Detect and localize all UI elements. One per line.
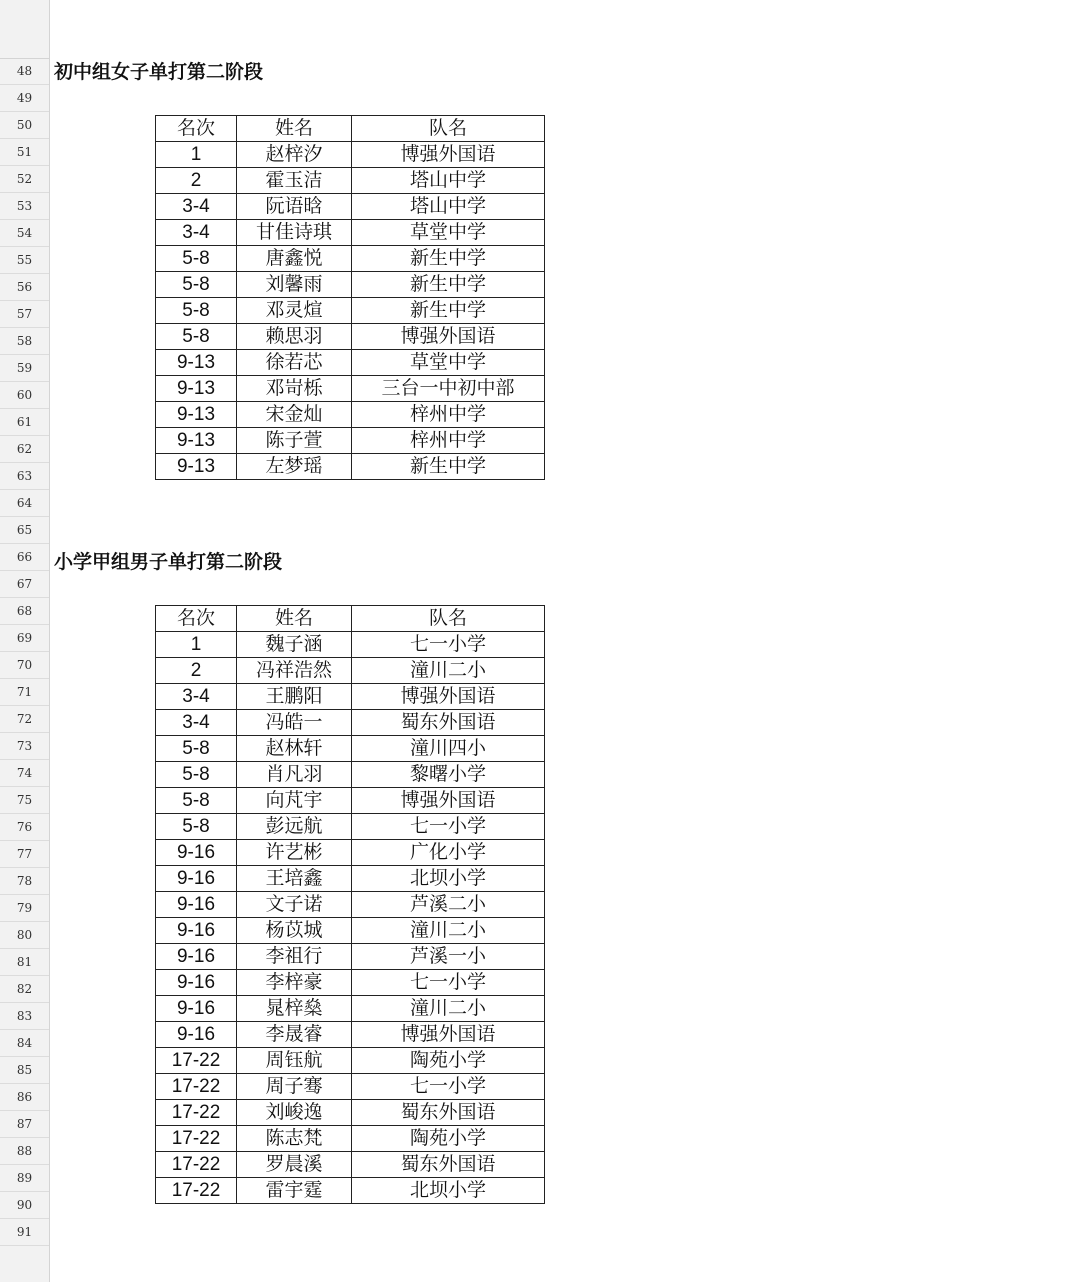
cell-name[interactable]: 刘峻逸 [237,1100,352,1126]
row-number[interactable]: 49 [0,85,49,112]
cell-rank[interactable]: 3-4 [156,684,237,710]
cell-rank[interactable]: 5-8 [156,736,237,762]
cell-name[interactable]: 甘佳诗琪 [237,220,352,246]
cell-team[interactable]: 蜀东外国语 [352,1100,545,1126]
cell-rank[interactable]: 9-13 [156,376,237,402]
cell-team[interactable]: 广化小学 [352,840,545,866]
cell-name[interactable]: 刘馨雨 [237,272,352,298]
table-row [156,168,545,194]
table-row [156,246,545,272]
row-number[interactable]: 90 [0,1192,49,1219]
cell-team[interactable]: 潼川二小 [352,918,545,944]
row-number[interactable]: 73 [0,733,49,760]
row-number[interactable]: 59 [0,355,49,382]
cell-rank[interactable]: 9-13 [156,402,237,428]
table-row [156,1178,545,1204]
cell-rank[interactable]: 9-16 [156,996,237,1022]
cell-rank[interactable]: 17-22 [156,1100,237,1126]
table-row [156,762,545,788]
row-number[interactable]: 60 [0,382,49,409]
table-row [156,1048,545,1074]
row-number[interactable]: 51 [0,139,49,166]
row-number[interactable]: 89 [0,1165,49,1192]
cell-name[interactable]: 赖思羽 [237,324,352,350]
row-number[interactable]: 71 [0,679,49,706]
table-row [156,814,545,840]
cell-team[interactable]: 新生中学 [352,454,545,480]
cell-rank[interactable]: 9-16 [156,918,237,944]
cell-rank[interactable]: 17-22 [156,1126,237,1152]
table-row [156,194,545,220]
row-number[interactable]: 81 [0,949,49,976]
cell-rank[interactable]: 17-22 [156,1048,237,1074]
row-number[interactable]: 86 [0,1084,49,1111]
cell-name[interactable]: 阮语晗 [237,194,352,220]
table-row [156,632,545,658]
row-number[interactable]: 57 [0,301,49,328]
row-number[interactable]: 63 [0,463,49,490]
row-number[interactable]: 72 [0,706,49,733]
row-number[interactable]: 69 [0,625,49,652]
table-row [156,1074,545,1100]
row-number[interactable]: 65 [0,517,49,544]
row-number[interactable]: 50 [0,112,49,139]
cell-rank[interactable]: 17-22 [156,1178,237,1204]
table-row [156,658,545,684]
cell-name[interactable]: 周钰航 [237,1048,352,1074]
header-rank[interactable]: 名次 [156,606,237,632]
header-team[interactable]: 队名 [352,116,545,142]
section-title-primary-boys: 小学甲组男子单打第二阶段 [54,551,283,573]
cell-name[interactable]: 王培鑫 [237,866,352,892]
table-row [156,892,545,918]
row-number[interactable]: 61 [0,409,49,436]
row-number[interactable]: 52 [0,166,49,193]
row-number[interactable]: 80 [0,922,49,949]
row-number[interactable]: 48 [0,58,49,85]
cell-team[interactable]: 北坝小学 [352,866,545,892]
row-number[interactable]: 77 [0,841,49,868]
cell-team[interactable]: 七一小学 [352,632,545,658]
cell-rank[interactable]: 9-16 [156,866,237,892]
cell-rank[interactable]: 9-13 [156,428,237,454]
cell-team[interactable]: 蜀东外国语 [352,1152,545,1178]
cell-rank[interactable]: 3-4 [156,710,237,736]
cell-rank[interactable]: 5-8 [156,814,237,840]
row-number[interactable]: 82 [0,976,49,1003]
cell-name[interactable]: 冯祥浩然 [237,658,352,684]
cell-name[interactable]: 晁梓燊 [237,996,352,1022]
cell-name[interactable]: 冯皓一 [237,710,352,736]
cell-rank[interactable]: 2 [156,168,237,194]
row-number[interactable]: 79 [0,895,49,922]
row-number[interactable]: 76 [0,814,49,841]
cell-team[interactable]: 芦溪二小 [352,892,545,918]
cell-team[interactable]: 黎曙小学 [352,762,545,788]
row-number[interactable]: 85 [0,1057,49,1084]
table-row [156,324,545,350]
cell-team[interactable]: 七一小学 [352,1074,545,1100]
cell-team[interactable]: 梓州中学 [352,402,545,428]
cell-rank[interactable]: 1 [156,142,237,168]
row-number[interactable]: 75 [0,787,49,814]
header-rank[interactable]: 名次 [156,116,237,142]
cell-name[interactable]: 唐鑫悦 [237,246,352,272]
row-number[interactable]: 84 [0,1030,49,1057]
cell-rank[interactable]: 9-16 [156,892,237,918]
cell-rank[interactable]: 9-16 [156,840,237,866]
table-row [156,710,545,736]
cell-name[interactable]: 徐若芯 [237,350,352,376]
cell-name[interactable]: 许艺彬 [237,840,352,866]
cell-team[interactable]: 博强外国语 [352,142,545,168]
cell-rank[interactable]: 2 [156,658,237,684]
cell-name[interactable]: 赵梓汐 [237,142,352,168]
cell-team[interactable]: 潼川四小 [352,736,545,762]
cell-team[interactable]: 草堂中学 [352,350,545,376]
table-row [156,142,545,168]
table-row [156,736,545,762]
cell-name[interactable]: 魏子涵 [237,632,352,658]
cell-team[interactable]: 三台一中初中部 [352,376,545,402]
cell-name[interactable]: 邓灵煊 [237,298,352,324]
ranking-table-primary-boys [155,605,545,1204]
cell-rank[interactable]: 9-16 [156,1022,237,1048]
table-row [156,1100,545,1126]
cell-name[interactable]: 肖凡羽 [237,762,352,788]
row-number[interactable]: 70 [0,652,49,679]
cell-team[interactable]: 陶苑小学 [352,1126,545,1152]
table-row [156,402,545,428]
cell-name[interactable]: 李梓豪 [237,970,352,996]
cell-team[interactable]: 博强外国语 [352,324,545,350]
cell-rank[interactable]: 5-8 [156,298,237,324]
row-number[interactable]: 62 [0,436,49,463]
table-row [156,944,545,970]
cell-name[interactable]: 杨苡城 [237,918,352,944]
section-title-junior-girls: 初中组女子单打第二阶段 [54,61,264,83]
row-number[interactable]: 68 [0,598,49,625]
cell-team[interactable]: 潼川二小 [352,658,545,684]
cell-name[interactable]: 雷宇霆 [237,1178,352,1204]
cell-team[interactable]: 新生中学 [352,272,545,298]
table-row [156,918,545,944]
cell-name[interactable]: 赵林轩 [237,736,352,762]
row-number[interactable]: 78 [0,868,49,895]
cell-team[interactable]: 潼川二小 [352,996,545,1022]
cell-rank[interactable]: 3-4 [156,220,237,246]
table-row [156,220,545,246]
table-header-row [156,116,545,142]
cell-team[interactable]: 塔山中学 [352,194,545,220]
cell-team[interactable]: 梓州中学 [352,428,545,454]
row-number[interactable]: 83 [0,1003,49,1030]
table-row [156,1126,545,1152]
cell-rank[interactable]: 5-8 [156,762,237,788]
cell-team[interactable]: 北坝小学 [352,1178,545,1204]
cell-name[interactable]: 陈志梵 [237,1126,352,1152]
table-row [156,454,545,480]
table-row [156,1022,545,1048]
row-number[interactable]: 91 [0,1219,49,1246]
cell-team[interactable]: 新生中学 [352,246,545,272]
table-row [156,272,545,298]
cell-name[interactable]: 罗晨溪 [237,1152,352,1178]
header-team[interactable]: 队名 [352,606,545,632]
row-number[interactable]: 88 [0,1138,49,1165]
cell-rank[interactable]: 17-22 [156,1074,237,1100]
header-name[interactable]: 姓名 [237,116,352,142]
cell-team[interactable]: 博强外国语 [352,788,545,814]
cell-name[interactable]: 霍玉洁 [237,168,352,194]
cell-name[interactable]: 宋金灿 [237,402,352,428]
cell-name[interactable]: 文子诺 [237,892,352,918]
cell-team[interactable]: 新生中学 [352,298,545,324]
cell-team[interactable]: 蜀东外国语 [352,710,545,736]
row-number[interactable]: 74 [0,760,49,787]
cell-name[interactable]: 陈子萱 [237,428,352,454]
table-row [156,428,545,454]
cell-team[interactable]: 芦溪一小 [352,944,545,970]
table-row [156,298,545,324]
cell-name[interactable]: 李晟睿 [237,1022,352,1048]
cell-rank[interactable]: 9-13 [156,454,237,480]
cell-name[interactable]: 彭远航 [237,814,352,840]
row-number[interactable]: 53 [0,193,49,220]
cell-name[interactable]: 左梦瑶 [237,454,352,480]
table-header-row [156,606,545,632]
cell-rank[interactable]: 5-8 [156,246,237,272]
row-number[interactable]: 64 [0,490,49,517]
cell-name[interactable]: 王鹏阳 [237,684,352,710]
table-row [156,1152,545,1178]
cell-rank[interactable]: 9-16 [156,944,237,970]
table-row [156,684,545,710]
row-number[interactable]: 87 [0,1111,49,1138]
ranking-table-junior-girls [155,115,545,480]
cell-name[interactable]: 向芃宇 [237,788,352,814]
table-row [156,866,545,892]
cell-team[interactable]: 七一小学 [352,814,545,840]
table-row [156,350,545,376]
row-number[interactable]: 58 [0,328,49,355]
cell-team[interactable]: 博强外国语 [352,684,545,710]
cell-team[interactable]: 草堂中学 [352,220,545,246]
row-number[interactable]: 55 [0,247,49,274]
cell-team[interactable]: 博强外国语 [352,1022,545,1048]
cell-rank[interactable]: 1 [156,632,237,658]
cell-rank[interactable]: 5-8 [156,324,237,350]
cell-rank[interactable]: 9-13 [156,350,237,376]
cell-rank[interactable]: 3-4 [156,194,237,220]
row-number[interactable]: 67 [0,571,49,598]
cell-rank[interactable]: 9-16 [156,970,237,996]
table-row [156,376,545,402]
row-number[interactable]: 56 [0,274,49,301]
cell-name[interactable]: 周子骞 [237,1074,352,1100]
cell-team[interactable]: 塔山中学 [352,168,545,194]
row-header-top [0,0,49,59]
cell-team[interactable]: 陶苑小学 [352,1048,545,1074]
row-number[interactable]: 66 [0,544,49,571]
header-name[interactable]: 姓名 [237,606,352,632]
row-number[interactable]: 54 [0,220,49,247]
table-row [156,788,545,814]
cell-name[interactable]: 邓岢栎 [237,376,352,402]
cell-rank[interactable]: 5-8 [156,272,237,298]
table-row [156,840,545,866]
cell-rank[interactable]: 5-8 [156,788,237,814]
cell-team[interactable]: 七一小学 [352,970,545,996]
table-row [156,970,545,996]
cell-name[interactable]: 李祖行 [237,944,352,970]
table-row [156,996,545,1022]
cell-rank[interactable]: 17-22 [156,1152,237,1178]
